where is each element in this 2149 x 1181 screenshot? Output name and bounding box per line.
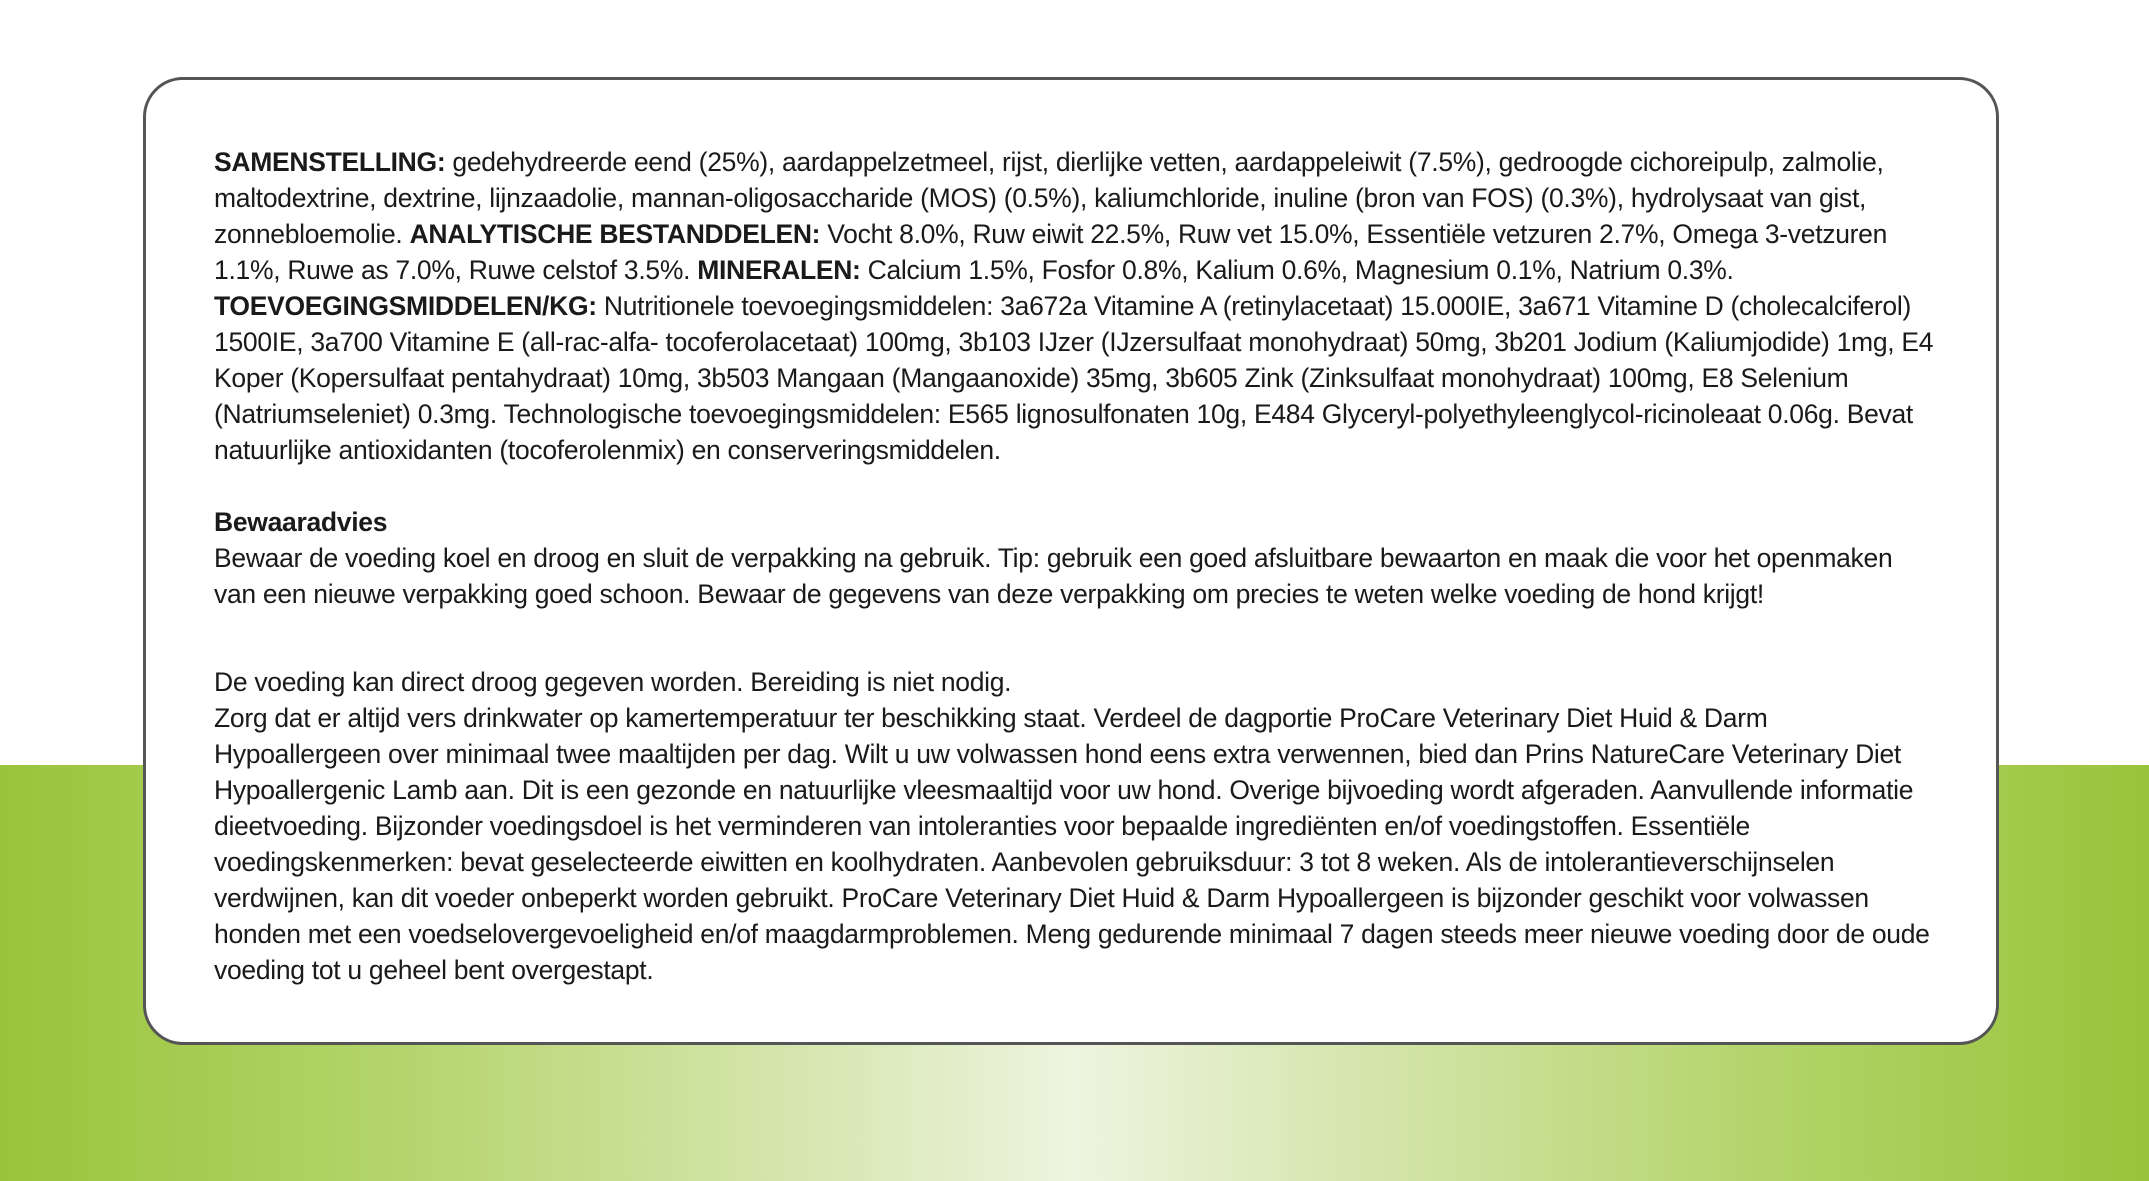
storage-heading xyxy=(214,504,1936,540)
analytische-text: Vocht 8.0%, Ruw eiwit 22.5%, Ruw vet 15.0%, Essentiële vetzuren 2.7%, Omega 3-vetzuren 1.1%, Ruwe as 7.0%, Ruwe celstof 3.5%. xyxy=(214,219,1888,285)
mineralen-label: MINERALEN: xyxy=(697,255,861,285)
samenstelling-label: SAMENSTELLING: xyxy=(214,147,446,177)
mineralen-text: Calcium 1.5%, Fosfor 0.8%, Kalium 0.6%, Magnesium 0.1%, Natrium 0.3%. xyxy=(860,255,1734,285)
toevoegings-label: TOEVOEGINGSMIDDELEN/KG: xyxy=(214,291,597,321)
label-card xyxy=(143,77,1999,1045)
toevoegings-text: Nutritionele toevoegingsmiddelen: 3a672a Vitamine A (retinylacetaat) 15.000IE, 3a671 Vitamine D (cholecalciferol) 1500IE, 3a700 Vitamine E (all-rac-alfa- tocoferolacetaat) 100mg, 3b103 IJzer (IJzersulfaat monohydraat) 50mg, 3b201 Jodium (Kaliumjodide) 1mg, E4 Koper (Kopersulfaat pentahydraat) 10mg, 3b503 Mangaan (Mangaanoxide) 35mg, 3b605 Zink (Zinksulfaat monohydraat) 100mg, E8 Selenium (Natriumseleniet) 0.3mg. Technologische toevoegingsmiddelen: E565 lignosulfonaten 10g, E484 Glyceryl-polyethyleenglycol-ricinoleaat 0.06g. Bevat natuurlijke antioxidanten (tocoferolenmix) en conserveringsmiddelen. xyxy=(214,291,1934,465)
storage-text: Bewaar de voeding koel en droog en sluit de verpakking na gebruik. Tip: gebruik een goed afsluitbare bewaarton en maak die voor het openmaken van een nieuwe verpakking goed schoon. Bewaar de gegevens van deze verpakking om precies te weten welke voeding de hond krijgt! xyxy=(214,543,1893,609)
spacer xyxy=(214,468,1936,504)
samenstelling-text: gedehydreerde eend (25%), aardappelzetmeel, rijst, dierlijke vetten, aardappeleiwit (7.5%), gedroogde cichoreipulp, zalmolie, maltodextrine, dextrine, lijnzaadolie, mannan-oligosaccharide (MOS) (0.5%), kaliumchloride, inuline (bron van FOS) (0.3%), hydrolysaat van gist, zonnebloemolie. xyxy=(214,147,1884,249)
analytische-label: ANALYTISCHE BESTANDDELEN: xyxy=(409,219,821,249)
additives-paragraph xyxy=(214,288,1936,468)
ingredients-paragraph xyxy=(214,144,1936,288)
storage-heading-text: Bewaaradvies xyxy=(214,507,388,537)
spacer xyxy=(214,612,1936,664)
feeding-line: De voeding kan direct droog gegeven worden. Bereiding is niet nodig. xyxy=(214,667,1012,697)
feeding-text: Zorg dat er altijd vers drinkwater op kamertemperatuur ter beschikking staat. Verdeel de dagportie ProCare Veterinary Diet Huid & Darm Hypoallergeen over minimaal twee maaltijden per dag. Wilt u uw volwassen hond eens extra verwennen, bied dan Prins NatureCare Veterinary Diet Hypoallergenic Lamb aan. Dit is een gezonde en natuurlijke vleesmaaltijd voor uw hond. Overige bijvoeding wordt afgeraden. Aanvullende informatie dieetvoeding. Bijzonder voedingsdoel is het verminderen van intoleranties voor bepaalde ingrediënten en/of voedingstoffen. Essentiële voedingskenmerken: bevat geselecteerde eiwitten en koolhydraten. Aanbevolen gebruiksduur: 3 tot 8 weken. Als de intolerantieverschijnselen verdwijnen, kan dit voeder onbeperkt worden gebruikt. ProCare Veterinary Diet Huid & Darm Hypoallergeen is bijzonder geschikt voor volwassen honden met een voedselovergevoeligheid en/of maagdarmproblemen. Meng gedurende minimaal 7 dagen steeds meer nieuwe voeding door de oude voeding tot u geheel bent overgestapt. xyxy=(214,703,1930,985)
